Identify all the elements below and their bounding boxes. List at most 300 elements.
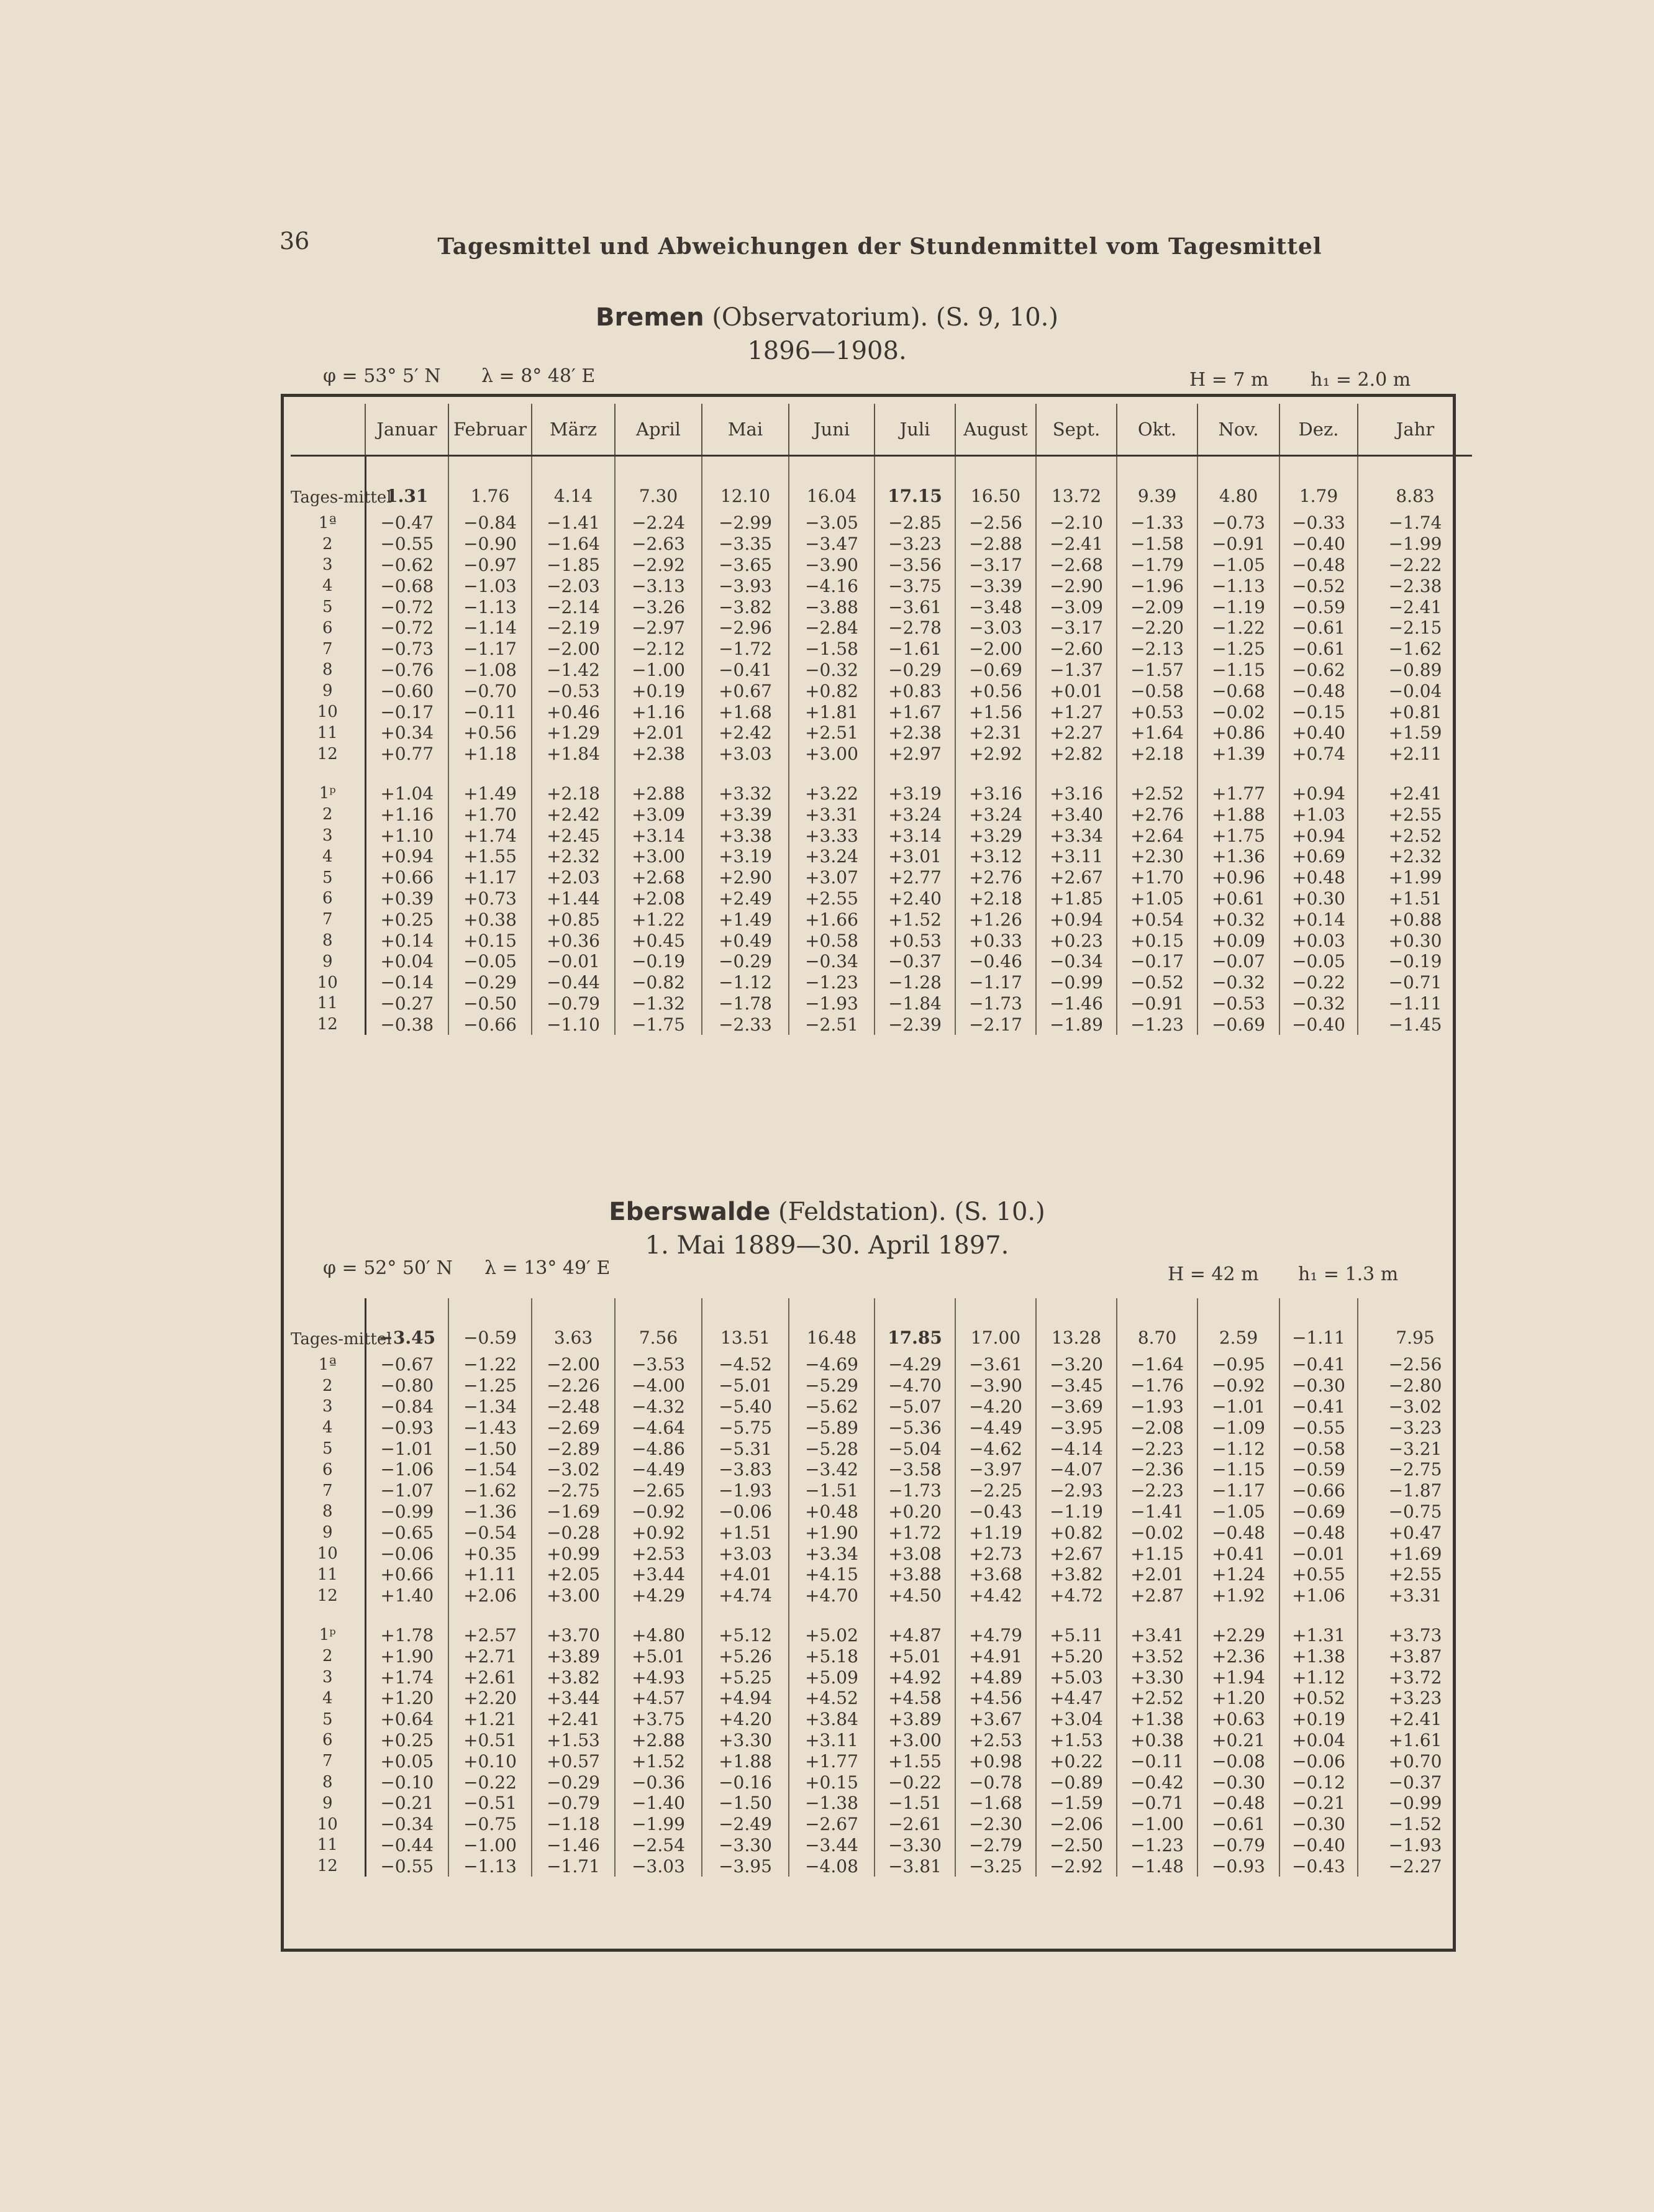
table-row [291,1645,1472,1667]
data-cell: +0.94 [1279,783,1358,804]
hour-label: 7 [291,909,365,930]
table-row [291,617,1472,639]
data-cell: +2.03 [532,867,615,888]
data-cell: −1.75 [615,1014,702,1035]
hour-label: 5 [291,1709,365,1730]
data-cell: −4.70 [875,1375,955,1396]
data-cell: +5.03 [1036,1667,1117,1688]
data-cell: +5.18 [789,1645,875,1667]
data-cell: −0.01 [1279,1543,1358,1564]
data-cell: +5.09 [789,1667,875,1688]
data-cell: +0.15 [1117,930,1197,951]
data-cell: −1.03 [448,575,532,596]
table-row [291,867,1472,888]
data-cell: −5.89 [789,1417,875,1438]
data-cell: +1.36 [1197,846,1279,867]
data-cell: +4.89 [955,1667,1036,1688]
data-cell: +1.17 [448,867,532,888]
data-cell: −0.73 [365,639,448,660]
data-cell: −1.87 [1388,1480,1442,1501]
data-cell: −5.01 [702,1375,789,1396]
column-header: Februar [448,404,532,456]
data-cell: +2.01 [1117,1564,1197,1585]
data-cell: +1.70 [1117,867,1197,888]
data-cell: +3.32 [702,783,789,804]
data-cell: −0.41 [1279,1396,1358,1418]
tagesmittel-cell: 16.50 [955,456,1036,513]
data-cell: +3.00 [615,846,702,867]
data-cell: −0.89 [1036,1772,1117,1793]
data-cell: −2.24 [615,512,702,534]
tagesmittel-cell: −3.45 [365,1298,448,1354]
data-cell: −3.17 [955,555,1036,576]
hour-label: 10 [291,972,365,993]
data-cell: +1.75 [1197,825,1279,846]
tagesmittel-row [291,456,1472,513]
data-cell: −1.42 [532,660,615,681]
data-cell: −2.00 [532,639,615,660]
data-cell: +2.01 [615,722,702,744]
data-cell: +2.88 [615,1730,702,1751]
table-row [291,888,1472,909]
data-cell: −2.00 [955,639,1036,660]
tagesmittel-cell: 2.59 [1197,1298,1279,1354]
data-cell: +0.20 [875,1501,955,1522]
data-cell: −0.62 [365,555,448,576]
data-cell: +3.11 [1036,846,1117,867]
data-cell: +4.74 [702,1585,789,1606]
data-cell: +2.49 [702,888,789,909]
data-cell: −1.13 [448,596,532,617]
page-number: 36 [279,227,310,255]
data-cell: −1.38 [789,1793,875,1814]
data-cell: +1.29 [532,722,615,744]
data-cell: −2.27 [1388,1855,1442,1877]
data-cell: −2.08 [1117,1417,1197,1438]
data-cell: +1.67 [875,701,955,722]
data-cell: +4.47 [1036,1688,1117,1709]
data-cell: −2.68 [1036,555,1117,576]
data-cell: +2.71 [448,1645,532,1667]
data-cell: −1.07 [365,1480,448,1501]
data-cell: +0.63 [1197,1709,1279,1730]
column-header: Juli [875,404,955,456]
data-cell: +4.56 [955,1688,1036,1709]
data-cell: −1.51 [789,1480,875,1501]
data-cell: +1.31 [1279,1625,1358,1646]
data-cell: −1.73 [955,993,1036,1014]
data-cell: −0.76 [365,660,448,681]
data-cell: −3.48 [955,596,1036,617]
data-cell: +1.59 [1388,722,1442,744]
data-cell: −4.07 [1036,1459,1117,1480]
bremen-phi: φ = 53° 5′ N [323,365,441,387]
data-cell: +0.04 [365,951,448,972]
hour-label: 5 [291,867,365,888]
data-cell: −0.15 [1279,701,1358,722]
data-cell: −0.62 [1279,660,1358,681]
data-cell: −2.48 [532,1396,615,1418]
data-cell: +2.87 [1117,1585,1197,1606]
data-cell: −4.69 [789,1354,875,1375]
data-cell: −0.43 [955,1501,1036,1522]
data-cell: +3.70 [532,1625,615,1646]
data-cell: −2.89 [532,1438,615,1459]
table-row [291,512,1472,534]
data-cell: −0.29 [702,951,789,972]
data-cell: +2.77 [875,867,955,888]
data-cell: +0.48 [1279,867,1358,888]
data-cell: +0.58 [789,930,875,951]
data-cell: −1.73 [875,1480,955,1501]
data-cell: −3.82 [702,596,789,617]
data-cell: −0.48 [1279,555,1358,576]
data-cell: +0.94 [1036,909,1117,930]
data-cell: −1.41 [532,512,615,534]
data-cell: +3.09 [615,804,702,825]
hour-label: 3 [291,1396,365,1418]
table-row [291,1625,1472,1646]
data-cell: −4.20 [955,1396,1036,1418]
data-cell: +0.51 [448,1730,532,1751]
data-cell: +2.97 [875,744,955,765]
data-cell: −0.10 [365,1772,448,1793]
data-cell: −2.90 [1036,575,1117,596]
data-cell: −0.55 [1279,1417,1358,1438]
data-cell: −1.46 [1036,993,1117,1014]
data-cell: +4.29 [615,1585,702,1606]
data-cell: +4.87 [875,1625,955,1646]
data-cell: −0.40 [1279,1014,1358,1035]
data-cell: −0.52 [1117,972,1197,993]
data-cell: +0.56 [955,680,1036,701]
data-cell: −0.44 [365,1835,448,1856]
data-cell: +1.51 [702,1522,789,1543]
data-cell: +3.41 [1117,1625,1197,1646]
hour-label: 6 [291,1730,365,1751]
tagesmittel-cell: 3.63 [532,1298,615,1354]
data-cell: −1.14 [448,617,532,639]
table-row [291,1354,1472,1375]
data-cell: +2.41 [1388,783,1442,804]
table-row [291,1501,1472,1522]
data-cell: −2.80 [1388,1375,1442,1396]
data-cell: +1.10 [365,825,448,846]
data-cell: +1.74 [448,825,532,846]
data-cell: +3.40 [1036,804,1117,825]
data-cell: −2.22 [1388,554,1442,575]
data-cell: +2.92 [955,744,1036,765]
data-cell: −0.04 [1388,680,1442,701]
data-cell: −3.65 [702,555,789,576]
data-cell: −0.17 [365,701,448,722]
header-blank [291,404,365,456]
data-cell: −0.71 [1388,972,1442,993]
data-cell: +0.14 [365,930,448,951]
data-cell: −0.82 [615,972,702,993]
data-cell: +1.72 [875,1522,955,1543]
data-cell: −0.92 [1197,1375,1279,1396]
hour-label: 12 [291,1855,365,1877]
data-cell: +2.73 [955,1543,1036,1564]
tagesmittel-cell: 7.56 [615,1298,702,1354]
data-cell: +3.11 [789,1730,875,1751]
hour-label: 9 [291,680,365,701]
data-cell: −1.09 [1197,1417,1279,1438]
data-cell: −1.59 [1036,1793,1117,1814]
tagesmittel-cell: 13.51 [702,1298,789,1354]
table-row [291,722,1472,744]
data-cell: +1.22 [615,909,702,930]
table-row [291,575,1472,596]
data-cell: +0.39 [365,888,448,909]
data-cell: +0.09 [1197,930,1279,951]
data-cell: +0.34 [365,722,448,744]
data-cell: −1.12 [702,972,789,993]
data-cell: −0.42 [1117,1772,1197,1793]
data-cell: −1.58 [1117,534,1197,555]
data-cell: −0.41 [1279,1354,1358,1375]
data-cell: −3.20 [1036,1354,1117,1375]
data-cell: +2.55 [789,888,875,909]
data-cell: +3.30 [1117,1667,1197,1688]
data-cell: −0.59 [1279,596,1358,617]
hour-label: 10 [291,701,365,722]
data-cell: −3.39 [955,575,1036,596]
data-cell: +5.01 [615,1645,702,1667]
data-cell: +0.01 [1036,680,1117,701]
data-cell: −2.75 [1388,1459,1442,1480]
data-cell: +3.12 [955,846,1036,867]
hour-label: 10 [291,1543,365,1564]
data-cell: −2.49 [702,1814,789,1835]
data-cell: +3.00 [532,1585,615,1606]
data-cell: +2.68 [615,867,702,888]
table-row [291,680,1472,701]
data-cell: +3.30 [702,1730,789,1751]
data-cell: +5.12 [702,1625,789,1646]
data-cell: −0.46 [955,951,1036,972]
data-cell: +0.56 [448,722,532,744]
data-cell: −0.58 [1279,1438,1358,1459]
data-cell: −0.97 [448,555,532,576]
data-cell: −0.69 [1197,1014,1279,1035]
eberswalde-phi: φ = 52° 50′ N [323,1257,453,1279]
data-cell: −0.53 [1197,993,1279,1014]
data-cell: +1.06 [1279,1585,1358,1606]
table-row [291,1772,1472,1793]
tagesmittel-cell: 9.39 [1117,456,1197,513]
data-cell: +0.94 [1279,825,1358,846]
data-cell: −1.40 [615,1793,702,1814]
data-cell: −0.54 [448,1522,532,1543]
data-cell: +1.55 [448,846,532,867]
data-cell: +0.82 [1036,1522,1117,1543]
data-cell: −0.11 [1117,1750,1197,1772]
data-cell: −1.06 [365,1459,448,1480]
data-cell: −2.92 [615,555,702,576]
data-cell: −4.14 [1036,1438,1117,1459]
data-cell: +3.38 [702,825,789,846]
table-row [291,1709,1472,1730]
table-row [291,783,1472,804]
data-cell: +3.52 [1117,1645,1197,1667]
tagesmittel-cell: 13.72 [1036,456,1117,513]
data-cell: +0.15 [448,930,532,951]
data-cell: +3.08 [875,1543,955,1564]
data-cell: −0.55 [365,1855,448,1877]
data-cell: −0.53 [532,680,615,701]
data-cell: −2.23 [1117,1438,1197,1459]
data-cell: −0.12 [1279,1772,1358,1793]
data-cell: −2.85 [875,512,955,534]
data-cell: +4.50 [875,1585,955,1606]
data-cell: +3.39 [702,804,789,825]
data-cell: −0.21 [365,1793,448,1814]
data-cell: −1.15 [1197,1459,1279,1480]
hour-label: 1ᵖ [291,1625,365,1646]
data-cell: −0.07 [1197,951,1279,972]
data-cell: −0.67 [365,1354,448,1375]
data-cell: −3.97 [955,1459,1036,1480]
bremen-subtitle: (Observatorium). (S. 9, 10.) [712,303,1059,332]
data-cell: −0.22 [875,1772,955,1793]
data-cell: +1.77 [789,1750,875,1772]
data-cell: −3.21 [1388,1438,1442,1459]
eberswalde-instrument-height: h₁ = 1.3 m [1298,1263,1399,1285]
data-cell: +3.34 [1036,825,1117,846]
data-cell: +2.41 [532,1709,615,1730]
data-cell: +3.82 [1036,1564,1117,1585]
data-cell: +2.88 [615,783,702,804]
data-cell: −2.69 [532,1417,615,1438]
data-cell: +0.15 [789,1772,875,1793]
data-cell: −0.30 [1279,1814,1358,1835]
data-cell: −1.96 [1117,575,1197,596]
data-cell: +3.75 [615,1709,702,1730]
data-cell: +1.77 [1197,783,1279,804]
data-cell: +0.66 [365,867,448,888]
data-cell: −5.28 [789,1438,875,1459]
data-cell: −1.22 [448,1354,532,1375]
data-cell: −3.45 [1036,1375,1117,1396]
data-cell: −5.36 [875,1417,955,1438]
data-cell: −2.41 [1036,534,1117,555]
data-cell: −2.96 [702,617,789,639]
data-cell: −0.99 [1036,972,1117,993]
data-cell: −4.08 [789,1855,875,1877]
data-cell: +0.32 [1197,909,1279,930]
data-cell: +0.25 [365,909,448,930]
data-cell: +1.04 [365,783,448,804]
data-cell: +0.30 [1279,888,1358,909]
data-cell: −0.90 [448,534,532,555]
data-cell: −1.93 [1117,1396,1197,1418]
data-cell: −1.89 [1036,1014,1117,1035]
data-cell: −3.56 [875,555,955,576]
data-cell: +2.32 [532,846,615,867]
data-cell: −2.65 [615,1480,702,1501]
data-cell: −2.50 [1036,1835,1117,1856]
data-cell: +3.44 [532,1688,615,1709]
data-cell: +2.30 [1117,846,1197,867]
data-cell: +1.85 [1036,888,1117,909]
tagesmittel-cell: 1.76 [448,456,532,513]
data-cell: −2.10 [1036,512,1117,534]
data-cell: +3.03 [702,1543,789,1564]
data-cell: +1.99 [1388,867,1442,888]
data-cell: −0.19 [615,951,702,972]
data-cell: +3.16 [1036,783,1117,804]
data-cell: +0.40 [1279,722,1358,744]
data-cell: −3.95 [1036,1417,1117,1438]
data-cell: +2.32 [1388,846,1442,867]
data-cell: −0.37 [1388,1772,1442,1793]
data-cell: −4.00 [615,1375,702,1396]
hour-label: 9 [291,951,365,972]
data-cell: +3.24 [875,804,955,825]
tagesmittel-cell: 16.48 [789,1298,875,1354]
data-cell: −0.21 [1279,1793,1358,1814]
data-cell: +2.38 [875,722,955,744]
data-cell: −0.80 [365,1375,448,1396]
data-cell: +0.46 [532,701,615,722]
data-cell: −3.02 [532,1459,615,1480]
data-cell: −5.75 [702,1417,789,1438]
data-cell: −2.23 [1117,1480,1197,1501]
data-cell: −0.79 [1197,1835,1279,1856]
data-cell: −1.84 [875,993,955,1014]
data-cell: +2.76 [955,867,1036,888]
data-cell: −0.68 [1197,680,1279,701]
data-cell: +3.89 [532,1645,615,1667]
tagesmittel-cell: −1.11 [1279,1298,1358,1354]
data-cell: −3.05 [789,512,875,534]
table-row [291,1667,1472,1688]
data-cell: +4.70 [789,1585,875,1606]
data-cell: −0.06 [1279,1750,1358,1772]
data-cell: −4.52 [702,1354,789,1375]
data-cell: −2.13 [1117,639,1197,660]
data-cell: −4.49 [955,1417,1036,1438]
data-cell: +0.77 [365,744,448,765]
data-cell: +4.57 [615,1688,702,1709]
data-cell: +1.26 [955,909,1036,930]
data-cell: +2.18 [532,783,615,804]
data-cell: +0.38 [448,909,532,930]
table-row [291,596,1472,617]
data-cell: +2.42 [532,804,615,825]
data-cell: −0.72 [365,596,448,617]
table-row [291,1522,1472,1543]
data-cell: +1.74 [365,1667,448,1688]
hour-label: 12 [291,744,365,765]
data-cell: +0.98 [955,1750,1036,1772]
data-cell: −0.02 [1117,1522,1197,1543]
data-cell: +0.92 [615,1522,702,1543]
data-cell: +1.38 [1117,1709,1197,1730]
data-cell: −2.56 [955,512,1036,534]
data-cell: −1.43 [448,1417,532,1438]
data-cell: −3.69 [1036,1396,1117,1418]
data-cell: +3.00 [789,744,875,765]
data-cell: −1.17 [955,972,1036,993]
data-cell: −0.71 [1117,1793,1197,1814]
data-cell: +1.70 [448,804,532,825]
data-cell: +0.19 [615,680,702,701]
data-cell: −2.75 [532,1480,615,1501]
table-row [291,1014,1472,1035]
